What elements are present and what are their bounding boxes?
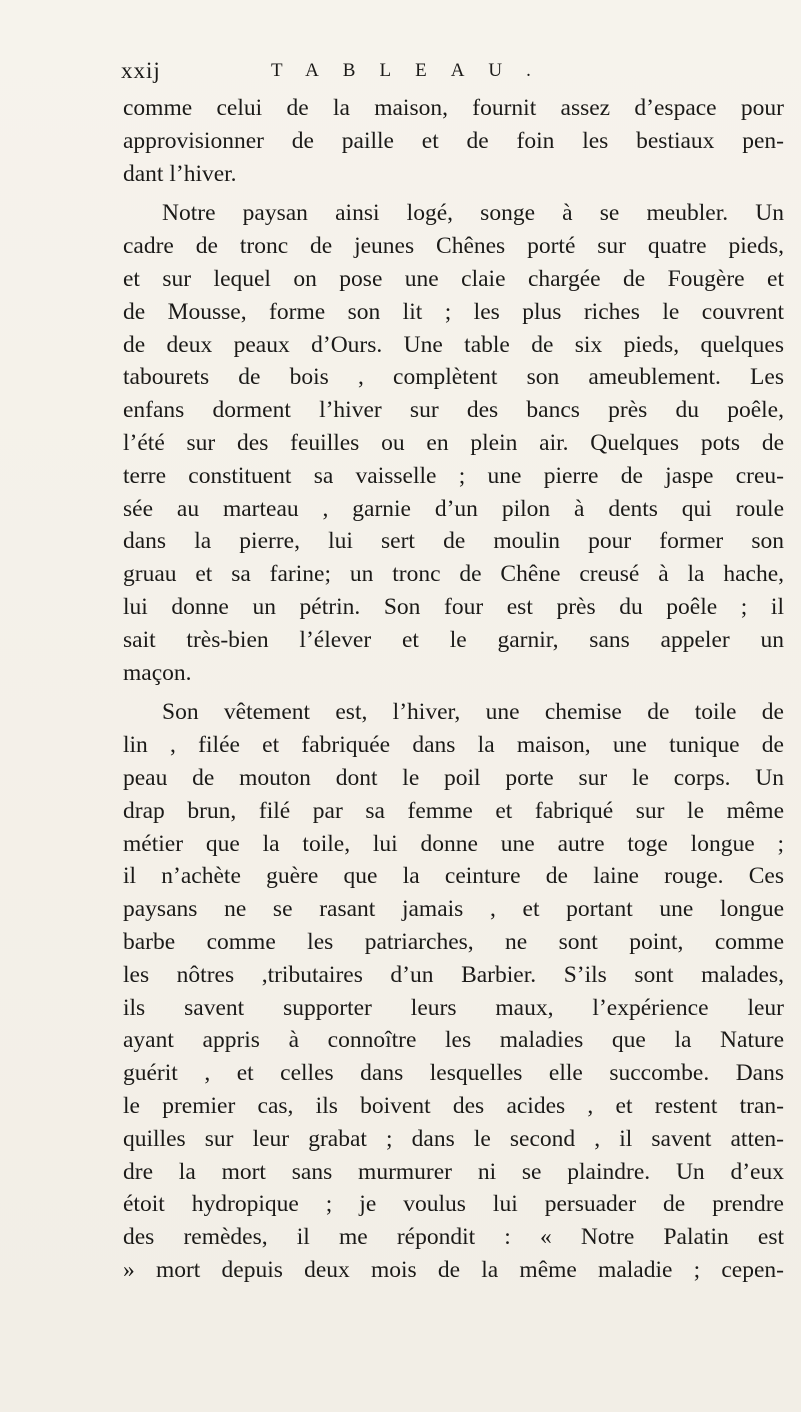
text-line: l’été sur des feuilles ou en plein air. Quelques pots de [123, 429, 784, 456]
paragraph [123, 92, 784, 190]
page-header [121, 58, 781, 88]
text-line: terre constituent sa vaisselle ; une pierre de jaspe creu- [123, 462, 784, 489]
text-line: de Mousse, forme son lit ; les plus riches le couvrent [123, 298, 784, 325]
text-line: il n’achète guère que la ceinture de laine rouge. Ces [123, 863, 784, 890]
text-line: de deux peaux d’Ours. Une table de six pieds, quelques [123, 331, 784, 358]
text-line: peau de mouton dont le poil porte sur le corps. Un [123, 764, 784, 791]
text-line: barbe comme les patriarches, ne sont point, comme [123, 928, 784, 955]
text-line: dre la mort sans murmurer ni se plaindre. Un d’eux [123, 1158, 784, 1185]
text-line: le premier cas, ils boivent des acides , et restent tran- [123, 1092, 784, 1119]
text-line: Notre paysan ainsi logé, songe à se meubler. Un [162, 200, 784, 227]
text-line: lui donne un pétrin. Son four est près du poêle ; il [123, 593, 784, 620]
text-line: drap brun, filé par sa femme et fabriqué sur le même [123, 797, 784, 824]
page-number: xxij [121, 58, 161, 83]
running-title: TABLEAU. [271, 60, 555, 81]
body-text [123, 92, 784, 1294]
text-line: lin , filée et fabriquée dans la maison, une tunique de [123, 732, 784, 759]
text-line: maçon. [123, 659, 192, 686]
text-line: gruau et sa farine; un tronc de Chêne creusé à la hache, [123, 561, 784, 588]
text-line: sait très-bien l’élever et le garnir, sans appeler un [123, 626, 784, 653]
text-line: paysans ne se rasant jamais , et portant une longue [123, 896, 784, 923]
text-line: ils savent supporter leurs maux, l’expérience leur [123, 994, 784, 1021]
text-line: guérit , et celles dans lesquelles elle succombe. Dans [123, 1060, 784, 1087]
text-line: ayant appris à connoître les maladies que la Nature [123, 1027, 784, 1054]
text-line: cadre de tronc de jeunes Chênes porté sur quatre pieds, [123, 233, 784, 260]
text-line: quilles sur leur grabat ; dans le second , il savent atten- [123, 1125, 784, 1152]
text-line: et sur lequel on pose une claie chargée de Fougère et [123, 265, 784, 292]
text-line: » mort depuis deux mois de la même maladie ; cepen- [123, 1256, 784, 1283]
paragraph [123, 696, 784, 1286]
text-line: dant l’hiver. [123, 160, 237, 187]
text-line: Son vêtement est, l’hiver, une chemise de toile de [162, 699, 784, 726]
text-line: tabourets de bois , complètent son ameublement. Les [123, 364, 784, 391]
text-line: enfans dorment l’hiver sur des bancs près du poêle, [123, 397, 784, 424]
text-line: des remèdes, il me répondit : « Notre Palatin est [123, 1224, 784, 1251]
text-line: étoit hydropique ; je voulus lui persuader de prendre [123, 1191, 784, 1218]
paragraph [123, 197, 784, 689]
text-line: métier que la toile, lui donne une autre toge longue ; [123, 830, 784, 857]
text-line: les nôtres ,tributaires d’un Barbier. S’ils sont malades, [123, 961, 784, 988]
text-line: comme celui de la maison, fournit assez d’espace pour [123, 95, 784, 121]
text-line: dans la pierre, lui sert de moulin pour former son [123, 528, 784, 555]
text-line: sée au marteau , garnie d’un pilon à dents qui roule [123, 495, 784, 522]
text-line: approvisionner de paille et de foin les bestiaux pen- [123, 127, 784, 154]
